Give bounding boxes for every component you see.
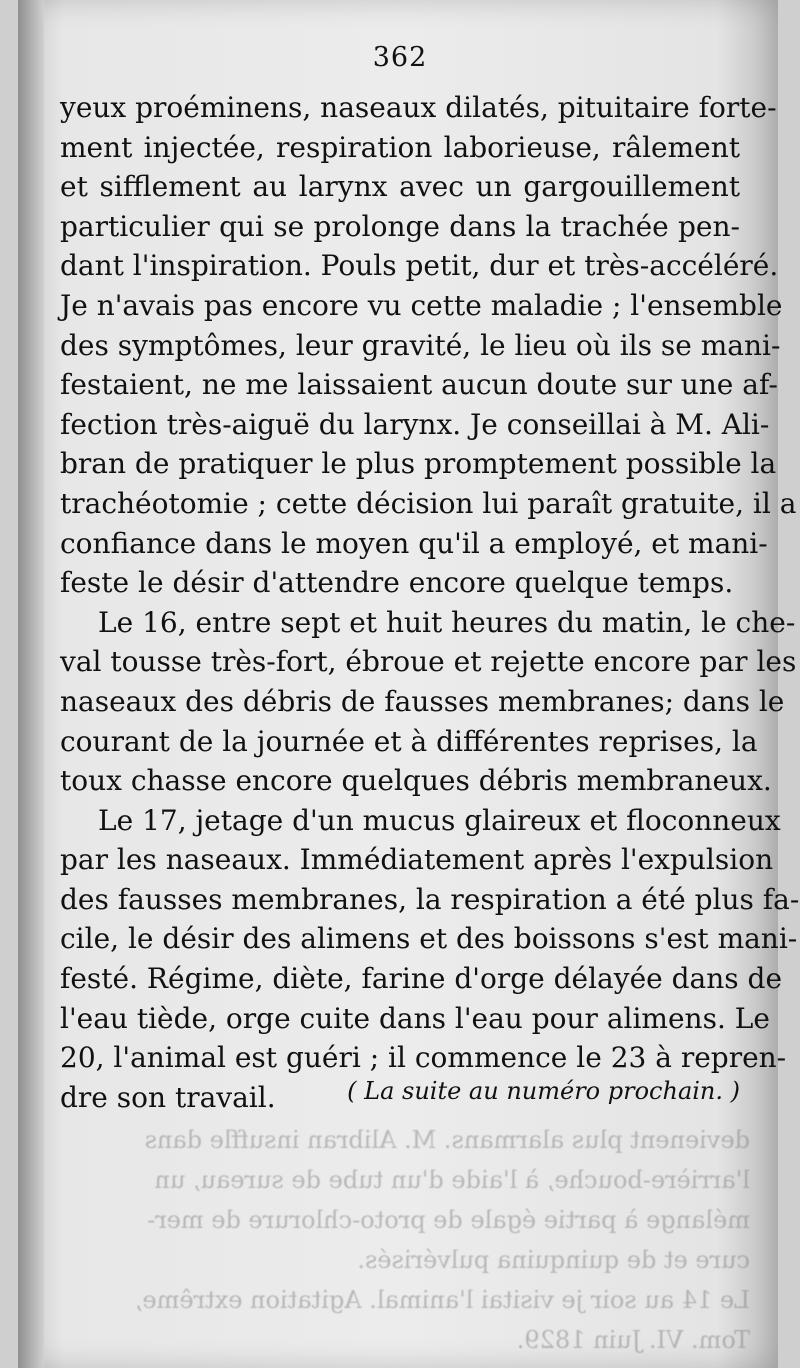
- text-line: feste le désir d'attendre encore quelque temps.: [60, 566, 734, 600]
- page-gutter-shadow: [18, 0, 44, 1368]
- text-line: fection très-aiguë du larynx. Je conseillai à M. Ali-: [60, 407, 770, 441]
- text-line: festé. Régime, diète, farine d'orge délayée dans de: [60, 962, 783, 996]
- text-line: dre son travail.: [60, 1080, 276, 1114]
- text-line: 20, l'animal est guéri ; il commence le 23 à repren-: [60, 1041, 787, 1075]
- bleed-line: mélange à partie égale de proto-chlorure de mer-: [147, 1206, 750, 1234]
- text-line: trachéotomie ; cette décision lui paraît gratuite, il a: [60, 486, 797, 520]
- page-number: 362: [372, 42, 428, 73]
- text-line: et sifflement au larynx avec un gargouillement: [60, 170, 740, 204]
- bleed-line: Le 14 au soir je visitai l'animal. Agitation extrême,: [134, 1286, 750, 1314]
- text-line: l'eau tiède, orge cuite dans l'eau pour alimens. Le: [60, 1001, 770, 1035]
- text-line: bran de pratiquer le plus promptement possible la: [60, 447, 777, 481]
- text-line: confiance dans le moyen qu'il a employé, et mani-: [60, 526, 768, 560]
- text-line: toux chasse encore quelques débris membraneux.: [60, 764, 772, 798]
- text-line: naseaux des débris de fausses membranes; dans le: [60, 684, 785, 718]
- bleed-line: devienent plus alarmans. M. Alibran insuffle dans: [144, 1126, 750, 1154]
- text-line: dant l'inspiration. Pouls petit, dur et très-accéléré.: [60, 249, 779, 283]
- text-line: festaient, ne me laissaient aucun doute sur une af-: [60, 368, 778, 402]
- text-line: des symptômes, leur gravité, le lieu où ils se mani-: [60, 328, 781, 362]
- text-line: des fausses membranes, la respiration a été plus fa-: [60, 882, 800, 916]
- text-line: ment injectée, respiration laborieuse, râlement: [60, 130, 740, 164]
- text-line: yeux proéminens, naseaux dilatés, pituitaire forte-: [60, 91, 777, 124]
- continuation-note: ( La suite au numéro prochain. ): [347, 1077, 740, 1105]
- text-line: cile, le désir des alimens et des boissons s'est mani-: [60, 922, 798, 956]
- text-line: Le 17, jetage d'un mucus glaireux et floconneux: [98, 803, 781, 837]
- bleed-line: Tom. VI. Juin 1829.: [516, 1326, 750, 1354]
- text-line: val tousse très-fort, ébroue et rejette encore par les: [60, 645, 797, 679]
- bleed-through-text: [60, 1120, 750, 1360]
- text-line: Je n'avais pas encore vu cette maladie ; l'ensemble: [60, 288, 783, 322]
- text-line: par les naseaux. Immédiatement après l'expulsion: [60, 843, 774, 877]
- bleed-line: cure et de quinquina pulvérisés.: [357, 1246, 750, 1274]
- bleed-line: l'arrière-bouche, à l'aide d'un tube de sureau, un: [154, 1166, 750, 1194]
- text-line: Le 16, entre sept et huit heures du matin, le che-: [98, 605, 796, 639]
- body-text: [60, 88, 800, 1117]
- text-line: particulier qui se prolonge dans la trachée pen-: [60, 209, 740, 243]
- text-line: courant de la journée et à différentes reprises, la: [60, 724, 758, 758]
